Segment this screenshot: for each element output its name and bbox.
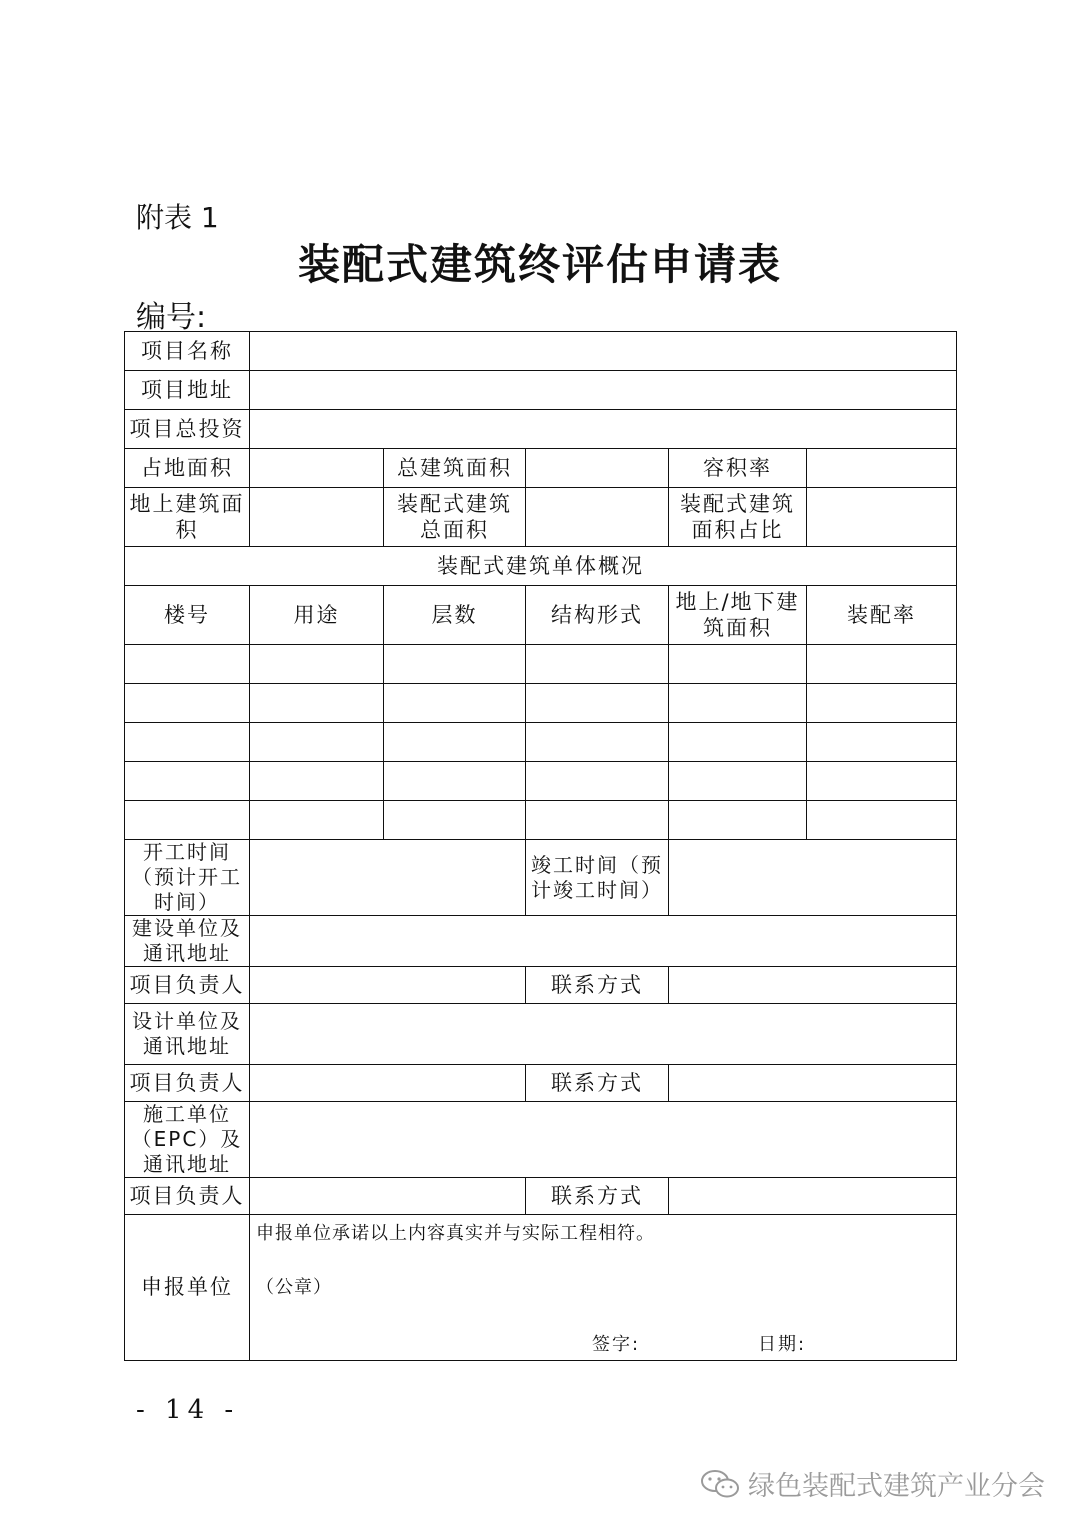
row-total-investment (125, 410, 957, 449)
table-cell[interactable] (384, 801, 526, 840)
construction-contact-label: 联系方式 (526, 1178, 669, 1215)
prefab-area-ratio-field[interactable] (807, 488, 957, 547)
section-title: 装配式建筑单体概况 (125, 547, 957, 586)
date-label: 日期: (758, 1333, 807, 1355)
row-construction-leader (125, 1178, 957, 1215)
row-applicant (125, 1215, 957, 1361)
completion-time-label: 竣工时间（预计竣工时间） (526, 840, 669, 916)
table-row (125, 723, 957, 762)
builder-contact-label: 联系方式 (526, 967, 669, 1004)
builder-leader-field[interactable] (250, 967, 526, 1004)
construction-leader-field[interactable] (250, 1178, 526, 1215)
col-structure: 结构形式 (526, 586, 669, 645)
table-cell[interactable] (384, 645, 526, 684)
table-cell[interactable] (807, 723, 957, 762)
row-builder-leader (125, 967, 957, 1004)
design-contact-label: 联系方式 (526, 1065, 669, 1102)
builder-unit-field[interactable] (250, 916, 957, 967)
row-builder-unit (125, 916, 957, 967)
prefab-total-area-field[interactable] (526, 488, 669, 547)
design-unit-field[interactable] (250, 1004, 957, 1065)
signature-label: 签字: (592, 1333, 641, 1355)
col-floors: 层数 (384, 586, 526, 645)
row-project-address (125, 371, 957, 410)
table-cell[interactable] (526, 645, 669, 684)
table-cell[interactable] (526, 723, 669, 762)
row-areas (125, 449, 957, 488)
project-name-label: 项目名称 (125, 332, 250, 371)
design-contact-field[interactable] (669, 1065, 957, 1102)
land-area-field[interactable] (250, 449, 384, 488)
table-cell[interactable] (250, 645, 384, 684)
declaration-cell[interactable] (250, 1215, 957, 1361)
land-area-label: 占地面积 (125, 449, 250, 488)
table-cell[interactable] (250, 762, 384, 801)
application-form-table (124, 331, 957, 1361)
builder-contact-field[interactable] (669, 967, 957, 1004)
table-cell[interactable] (125, 645, 250, 684)
col-prefab-rate: 装配率 (807, 586, 957, 645)
wechat-icon (700, 1469, 740, 1499)
table-cell[interactable] (807, 762, 957, 801)
page-number: - 14 - (136, 1395, 240, 1425)
total-building-area-label: 总建筑面积 (384, 449, 526, 488)
table-cell[interactable] (669, 801, 807, 840)
table-cell[interactable] (526, 801, 669, 840)
project-address-field[interactable] (250, 371, 957, 410)
table-cell[interactable] (669, 684, 807, 723)
completion-time-field[interactable] (669, 840, 957, 916)
table-cell[interactable] (669, 645, 807, 684)
table-row (125, 762, 957, 801)
table-row (125, 801, 957, 840)
table-cell[interactable] (125, 684, 250, 723)
appendix-label: 附表 1 (136, 201, 219, 234)
form-title: 装配式建筑终评估申请表 (297, 240, 782, 289)
row-design-leader (125, 1065, 957, 1102)
design-unit-label: 设计单位及通讯地址 (125, 1004, 250, 1065)
builder-unit-label: 建设单位及通讯地址 (125, 916, 250, 967)
total-building-area-field[interactable] (526, 449, 669, 488)
table-cell[interactable] (526, 684, 669, 723)
table-cell[interactable] (250, 684, 384, 723)
project-address-label: 项目地址 (125, 371, 250, 410)
plot-ratio-field[interactable] (807, 449, 957, 488)
table-cell[interactable] (125, 762, 250, 801)
design-leader-field[interactable] (250, 1065, 526, 1102)
start-time-field[interactable] (250, 840, 526, 916)
builder-leader-label: 项目负责人 (125, 967, 250, 1004)
prefab-total-area-label: 装配式建筑总面积 (384, 488, 526, 547)
col-above-below-area: 地上/地下建筑面积 (669, 586, 807, 645)
row-project-name (125, 332, 957, 371)
row-section-title (125, 547, 957, 586)
table-cell[interactable] (669, 723, 807, 762)
table-row (125, 645, 957, 684)
above-ground-area-label: 地上建筑面积 (125, 488, 250, 547)
table-cell[interactable] (807, 645, 957, 684)
table-cell[interactable] (384, 723, 526, 762)
row-schedule (125, 840, 957, 916)
watermark (700, 1464, 1045, 1503)
applicant-label: 申报单位 (125, 1215, 250, 1361)
table-cell[interactable] (384, 684, 526, 723)
row-construction-unit (125, 1102, 957, 1178)
col-usage: 用途 (250, 586, 384, 645)
prefab-area-ratio-label: 装配式建筑面积占比 (669, 488, 807, 547)
table-cell[interactable] (669, 762, 807, 801)
declaration-text: 申报单位承诺以上内容真实并与实际工程相符。 (256, 1223, 655, 1244)
total-investment-label: 项目总投资 (125, 410, 250, 449)
serial-number-label: 编号: (136, 300, 207, 335)
table-cell[interactable] (250, 723, 384, 762)
table-cell[interactable] (384, 762, 526, 801)
row-design-unit (125, 1004, 957, 1065)
table-cell[interactable] (807, 684, 957, 723)
row-prefab-areas (125, 488, 957, 547)
construction-leader-label: 项目负责人 (125, 1178, 250, 1215)
watermark-text: 绿色装配式建筑产业分会 (748, 1471, 1045, 1502)
table-row (125, 684, 957, 723)
project-name-field[interactable] (250, 332, 957, 371)
seal-label: （公章） (256, 1277, 332, 1298)
table-cell[interactable] (125, 801, 250, 840)
construction-unit-field[interactable] (250, 1102, 957, 1178)
above-ground-area-field[interactable] (250, 488, 384, 547)
construction-contact-field[interactable] (669, 1178, 957, 1215)
start-time-label: 开工时间（预计开工时间） (125, 840, 250, 916)
table-cell[interactable] (526, 762, 669, 801)
table-cell[interactable] (807, 801, 957, 840)
total-investment-field[interactable] (250, 410, 957, 449)
table-cell[interactable] (250, 801, 384, 840)
plot-ratio-label: 容积率 (669, 449, 807, 488)
col-building-no: 楼号 (125, 586, 250, 645)
design-leader-label: 项目负责人 (125, 1065, 250, 1102)
construction-unit-label: 施工单位（EPC）及通讯地址 (125, 1102, 250, 1178)
row-column-headers (125, 586, 957, 645)
table-cell[interactable] (125, 723, 250, 762)
